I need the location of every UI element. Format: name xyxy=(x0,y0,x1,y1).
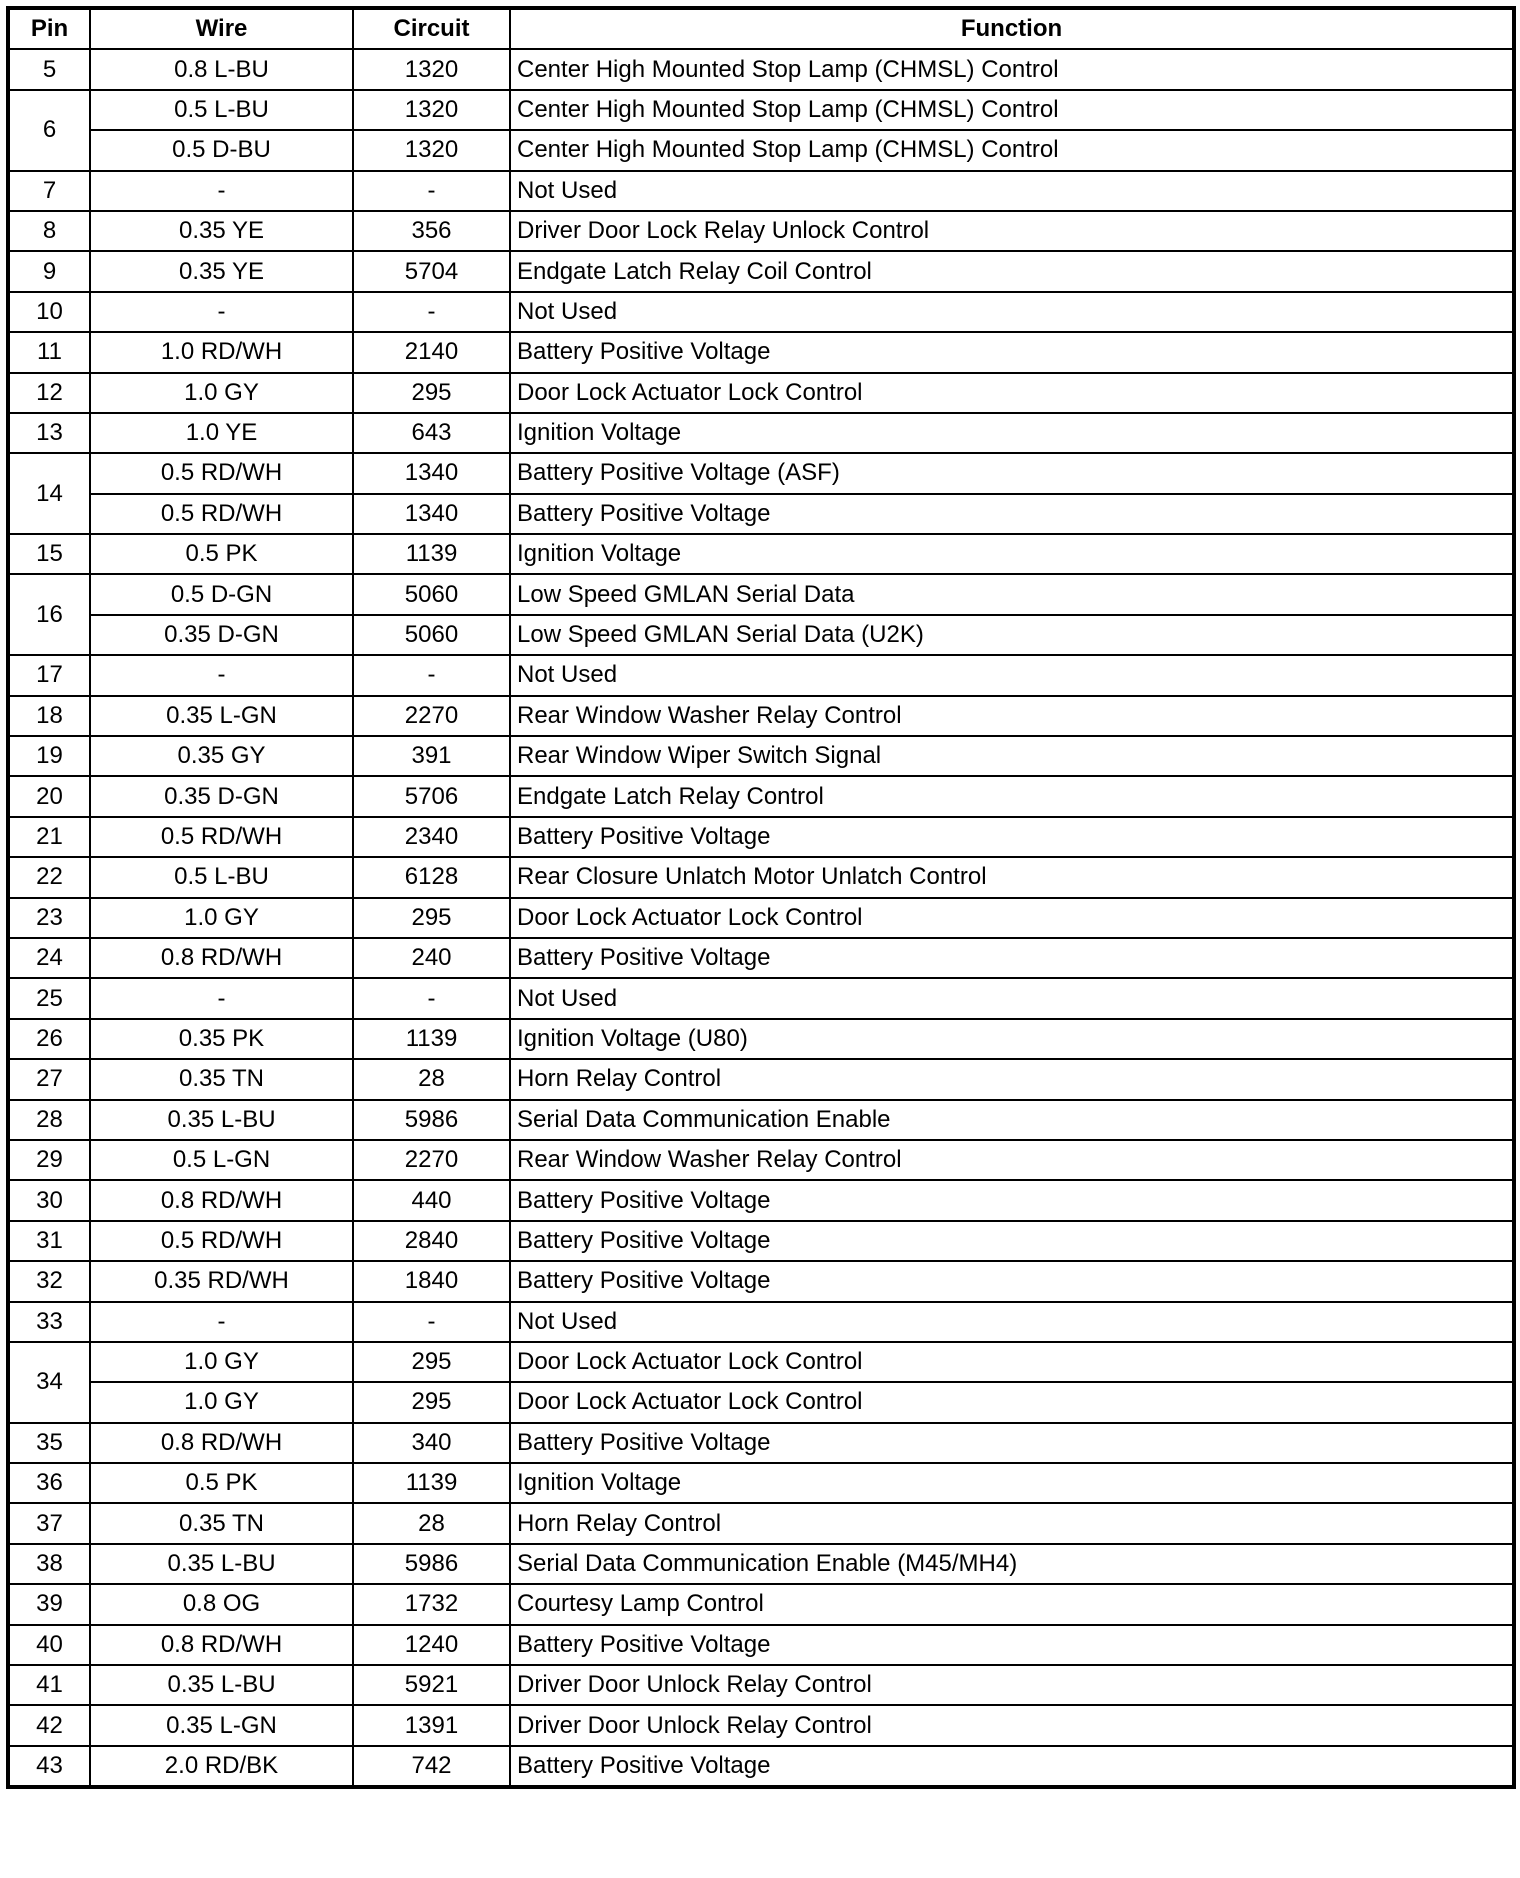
circuit-cell: - xyxy=(353,655,510,695)
wire-cell: 1.0 GY xyxy=(90,1382,353,1422)
wire-cell: 0.35 TN xyxy=(90,1503,353,1543)
pin-cell: 18 xyxy=(8,696,90,736)
circuit-cell: 5921 xyxy=(353,1665,510,1705)
circuit-cell: 1240 xyxy=(353,1625,510,1665)
wire-cell: 0.5 PK xyxy=(90,534,353,574)
wire-cell: 1.0 GY xyxy=(90,373,353,413)
wire-cell: 0.5 RD/WH xyxy=(90,817,353,857)
function-cell: Door Lock Actuator Lock Control xyxy=(510,1342,1514,1382)
pin-cell: 24 xyxy=(8,938,90,978)
wire-cell: 0.5 RD/WH xyxy=(90,1221,353,1261)
pin-cell: 9 xyxy=(8,251,90,291)
header-wire: Wire xyxy=(90,8,353,49)
table-row xyxy=(8,332,1514,372)
circuit-cell: 1139 xyxy=(353,1019,510,1059)
table-row xyxy=(8,898,1514,938)
circuit-cell: 295 xyxy=(353,1342,510,1382)
wire-cell: 0.35 L-BU xyxy=(90,1100,353,1140)
wire-cell: 0.8 RD/WH xyxy=(90,938,353,978)
function-cell: Battery Positive Voltage xyxy=(510,817,1514,857)
table-row xyxy=(8,1665,1514,1705)
table-row xyxy=(8,1180,1514,1220)
pin-cell: 5 xyxy=(8,49,90,89)
table-row xyxy=(8,413,1514,453)
circuit-cell: 2340 xyxy=(353,817,510,857)
circuit-cell: 1732 xyxy=(353,1584,510,1624)
function-cell: Horn Relay Control xyxy=(510,1059,1514,1099)
table-row xyxy=(8,1544,1514,1584)
wire-cell: 0.5 RD/WH xyxy=(90,494,353,534)
wire-cell: 1.0 YE xyxy=(90,413,353,453)
wire-cell: 0.8 RD/WH xyxy=(90,1625,353,1665)
function-cell: Battery Positive Voltage (ASF) xyxy=(510,453,1514,493)
function-cell: Rear Closure Unlatch Motor Unlatch Control xyxy=(510,857,1514,897)
function-cell: Door Lock Actuator Lock Control xyxy=(510,1382,1514,1422)
table-row xyxy=(8,1625,1514,1665)
function-cell: Center High Mounted Stop Lamp (CHMSL) Control xyxy=(510,130,1514,170)
circuit-cell: 1320 xyxy=(353,90,510,130)
function-cell: Driver Door Unlock Relay Control xyxy=(510,1705,1514,1745)
wire-cell: 1.0 RD/WH xyxy=(90,332,353,372)
function-cell: Ignition Voltage xyxy=(510,534,1514,574)
circuit-cell: 1320 xyxy=(353,49,510,89)
table-row xyxy=(8,938,1514,978)
wire-cell: - xyxy=(90,292,353,332)
function-cell: Battery Positive Voltage xyxy=(510,1625,1514,1665)
wire-cell: 0.8 RD/WH xyxy=(90,1180,353,1220)
header-function: Function xyxy=(510,8,1514,49)
connector-pinout-table xyxy=(6,6,1516,1789)
table-row xyxy=(8,453,1514,493)
wire-cell: - xyxy=(90,171,353,211)
wire-cell: 0.35 GY xyxy=(90,736,353,776)
pin-cell: 11 xyxy=(8,332,90,372)
table-row xyxy=(8,1140,1514,1180)
function-cell: Battery Positive Voltage xyxy=(510,1221,1514,1261)
pin-cell: 42 xyxy=(8,1705,90,1745)
table-row xyxy=(8,211,1514,251)
circuit-cell: 1340 xyxy=(353,494,510,534)
table-row xyxy=(8,615,1514,655)
wire-cell: - xyxy=(90,1302,353,1342)
function-cell: Not Used xyxy=(510,1302,1514,1342)
circuit-cell: 391 xyxy=(353,736,510,776)
table-row xyxy=(8,1382,1514,1422)
table-row xyxy=(8,1019,1514,1059)
table-row xyxy=(8,817,1514,857)
table-row xyxy=(8,251,1514,291)
function-cell: Battery Positive Voltage xyxy=(510,1180,1514,1220)
circuit-cell: 6128 xyxy=(353,857,510,897)
pin-cell: 21 xyxy=(8,817,90,857)
wire-cell: 0.35 TN xyxy=(90,1059,353,1099)
wire-cell: 0.35 YE xyxy=(90,211,353,251)
table-body xyxy=(8,49,1514,1787)
wire-cell: 0.35 L-GN xyxy=(90,696,353,736)
wire-cell: 0.8 OG xyxy=(90,1584,353,1624)
pin-cell: 30 xyxy=(8,1180,90,1220)
pin-cell: 34 xyxy=(8,1342,90,1423)
pin-cell: 15 xyxy=(8,534,90,574)
circuit-cell: 356 xyxy=(353,211,510,251)
wire-cell: 0.35 L-BU xyxy=(90,1665,353,1705)
pin-cell: 32 xyxy=(8,1261,90,1301)
pin-cell: 40 xyxy=(8,1625,90,1665)
pin-cell: 29 xyxy=(8,1140,90,1180)
circuit-cell: - xyxy=(353,292,510,332)
pin-cell: 37 xyxy=(8,1503,90,1543)
function-cell: Serial Data Communication Enable (M45/MH4) xyxy=(510,1544,1514,1584)
circuit-cell: 240 xyxy=(353,938,510,978)
function-cell: Courtesy Lamp Control xyxy=(510,1584,1514,1624)
wire-cell: 0.5 D-GN xyxy=(90,574,353,614)
wire-cell: 0.35 L-BU xyxy=(90,1544,353,1584)
wire-cell: 0.35 D-GN xyxy=(90,776,353,816)
circuit-cell: 742 xyxy=(353,1746,510,1787)
wire-cell: 0.5 D-BU xyxy=(90,130,353,170)
table-row xyxy=(8,292,1514,332)
table-row xyxy=(8,1261,1514,1301)
circuit-cell: 5060 xyxy=(353,574,510,614)
pin-cell: 26 xyxy=(8,1019,90,1059)
circuit-cell: 2270 xyxy=(353,696,510,736)
pin-cell: 36 xyxy=(8,1463,90,1503)
table-row xyxy=(8,373,1514,413)
wire-cell: 0.8 L-BU xyxy=(90,49,353,89)
table-row xyxy=(8,171,1514,211)
function-cell: Driver Door Unlock Relay Control xyxy=(510,1665,1514,1705)
circuit-cell: 643 xyxy=(353,413,510,453)
circuit-cell: - xyxy=(353,978,510,1018)
pin-cell: 17 xyxy=(8,655,90,695)
table-row xyxy=(8,1423,1514,1463)
circuit-cell: 2140 xyxy=(353,332,510,372)
pin-cell: 25 xyxy=(8,978,90,1018)
wire-cell: - xyxy=(90,655,353,695)
circuit-cell: 5986 xyxy=(353,1100,510,1140)
function-cell: Battery Positive Voltage xyxy=(510,1423,1514,1463)
wire-cell: 0.8 RD/WH xyxy=(90,1423,353,1463)
circuit-cell: 295 xyxy=(353,1382,510,1422)
pin-cell: 39 xyxy=(8,1584,90,1624)
function-cell: Rear Window Washer Relay Control xyxy=(510,696,1514,736)
function-cell: Not Used xyxy=(510,171,1514,211)
circuit-cell: 2840 xyxy=(353,1221,510,1261)
pin-cell: 13 xyxy=(8,413,90,453)
circuit-cell: - xyxy=(353,171,510,211)
pin-cell: 27 xyxy=(8,1059,90,1099)
wire-cell: 1.0 GY xyxy=(90,898,353,938)
wire-cell: 0.5 L-GN xyxy=(90,1140,353,1180)
pin-cell: 28 xyxy=(8,1100,90,1140)
table-row xyxy=(8,776,1514,816)
wire-cell: 0.5 L-BU xyxy=(90,857,353,897)
table-row xyxy=(8,130,1514,170)
pin-cell: 35 xyxy=(8,1423,90,1463)
pin-cell: 23 xyxy=(8,898,90,938)
circuit-cell: 2270 xyxy=(353,1140,510,1180)
pin-cell: 12 xyxy=(8,373,90,413)
function-cell: Not Used xyxy=(510,978,1514,1018)
pin-cell: 6 xyxy=(8,90,90,171)
function-cell: Rear Window Wiper Switch Signal xyxy=(510,736,1514,776)
function-cell: Low Speed GMLAN Serial Data xyxy=(510,574,1514,614)
table-row xyxy=(8,1463,1514,1503)
pin-cell: 33 xyxy=(8,1302,90,1342)
function-cell: Door Lock Actuator Lock Control xyxy=(510,898,1514,938)
wire-cell: - xyxy=(90,978,353,1018)
wire-cell: 1.0 GY xyxy=(90,1342,353,1382)
circuit-cell: 1139 xyxy=(353,1463,510,1503)
pin-cell: 38 xyxy=(8,1544,90,1584)
table-row xyxy=(8,736,1514,776)
connector-pinout-table-container xyxy=(6,6,1516,1789)
header-circuit: Circuit xyxy=(353,8,510,49)
table-row xyxy=(8,494,1514,534)
function-cell: Endgate Latch Relay Control xyxy=(510,776,1514,816)
function-cell: Battery Positive Voltage xyxy=(510,332,1514,372)
table-row xyxy=(8,857,1514,897)
pin-cell: 8 xyxy=(8,211,90,251)
circuit-cell: 5060 xyxy=(353,615,510,655)
circuit-cell: 1340 xyxy=(353,453,510,493)
table-row xyxy=(8,1100,1514,1140)
pin-cell: 14 xyxy=(8,453,90,534)
wire-cell: 0.5 L-BU xyxy=(90,90,353,130)
table-row xyxy=(8,1746,1514,1787)
header-pin: Pin xyxy=(8,8,90,49)
table-row xyxy=(8,1584,1514,1624)
table-row xyxy=(8,1059,1514,1099)
function-cell: Rear Window Washer Relay Control xyxy=(510,1140,1514,1180)
table-row xyxy=(8,696,1514,736)
table-row xyxy=(8,978,1514,1018)
table-header-row xyxy=(8,8,1514,49)
circuit-cell: 5986 xyxy=(353,1544,510,1584)
wire-cell: 0.35 L-GN xyxy=(90,1705,353,1745)
table-row xyxy=(8,1503,1514,1543)
function-cell: Battery Positive Voltage xyxy=(510,1261,1514,1301)
circuit-cell: - xyxy=(353,1302,510,1342)
function-cell: Not Used xyxy=(510,655,1514,695)
function-cell: Not Used xyxy=(510,292,1514,332)
pin-cell: 22 xyxy=(8,857,90,897)
table-row xyxy=(8,49,1514,89)
function-cell: Serial Data Communication Enable xyxy=(510,1100,1514,1140)
wire-cell: 0.35 PK xyxy=(90,1019,353,1059)
circuit-cell: 1391 xyxy=(353,1705,510,1745)
wire-cell: 2.0 RD/BK xyxy=(90,1746,353,1787)
function-cell: Driver Door Lock Relay Unlock Control xyxy=(510,211,1514,251)
pin-cell: 19 xyxy=(8,736,90,776)
wire-cell: 0.35 D-GN xyxy=(90,615,353,655)
circuit-cell: 5706 xyxy=(353,776,510,816)
function-cell: Ignition Voltage xyxy=(510,1463,1514,1503)
pin-cell: 10 xyxy=(8,292,90,332)
function-cell: Center High Mounted Stop Lamp (CHMSL) Control xyxy=(510,49,1514,89)
function-cell: Center High Mounted Stop Lamp (CHMSL) Control xyxy=(510,90,1514,130)
circuit-cell: 5704 xyxy=(353,251,510,291)
circuit-cell: 1840 xyxy=(353,1261,510,1301)
function-cell: Ignition Voltage xyxy=(510,413,1514,453)
table-row xyxy=(8,1221,1514,1261)
wire-cell: 0.35 RD/WH xyxy=(90,1261,353,1301)
circuit-cell: 28 xyxy=(353,1503,510,1543)
circuit-cell: 340 xyxy=(353,1423,510,1463)
pin-cell: 16 xyxy=(8,574,90,655)
wire-cell: 0.5 PK xyxy=(90,1463,353,1503)
circuit-cell: 1139 xyxy=(353,534,510,574)
table-row xyxy=(8,655,1514,695)
table-row xyxy=(8,574,1514,614)
circuit-cell: 28 xyxy=(353,1059,510,1099)
table-row xyxy=(8,1302,1514,1342)
table-row xyxy=(8,1705,1514,1745)
function-cell: Ignition Voltage (U80) xyxy=(510,1019,1514,1059)
function-cell: Door Lock Actuator Lock Control xyxy=(510,373,1514,413)
pin-cell: 20 xyxy=(8,776,90,816)
table-row xyxy=(8,534,1514,574)
function-cell: Horn Relay Control xyxy=(510,1503,1514,1543)
pin-cell: 7 xyxy=(8,171,90,211)
wire-cell: 0.5 RD/WH xyxy=(90,453,353,493)
function-cell: Battery Positive Voltage xyxy=(510,938,1514,978)
circuit-cell: 1320 xyxy=(353,130,510,170)
pin-cell: 31 xyxy=(8,1221,90,1261)
circuit-cell: 295 xyxy=(353,898,510,938)
wire-cell: 0.35 YE xyxy=(90,251,353,291)
circuit-cell: 295 xyxy=(353,373,510,413)
table-row xyxy=(8,1342,1514,1382)
function-cell: Low Speed GMLAN Serial Data (U2K) xyxy=(510,615,1514,655)
pin-cell: 43 xyxy=(8,1746,90,1787)
table-row xyxy=(8,90,1514,130)
circuit-cell: 440 xyxy=(353,1180,510,1220)
function-cell: Endgate Latch Relay Coil Control xyxy=(510,251,1514,291)
function-cell: Battery Positive Voltage xyxy=(510,494,1514,534)
function-cell: Battery Positive Voltage xyxy=(510,1746,1514,1787)
pin-cell: 41 xyxy=(8,1665,90,1705)
